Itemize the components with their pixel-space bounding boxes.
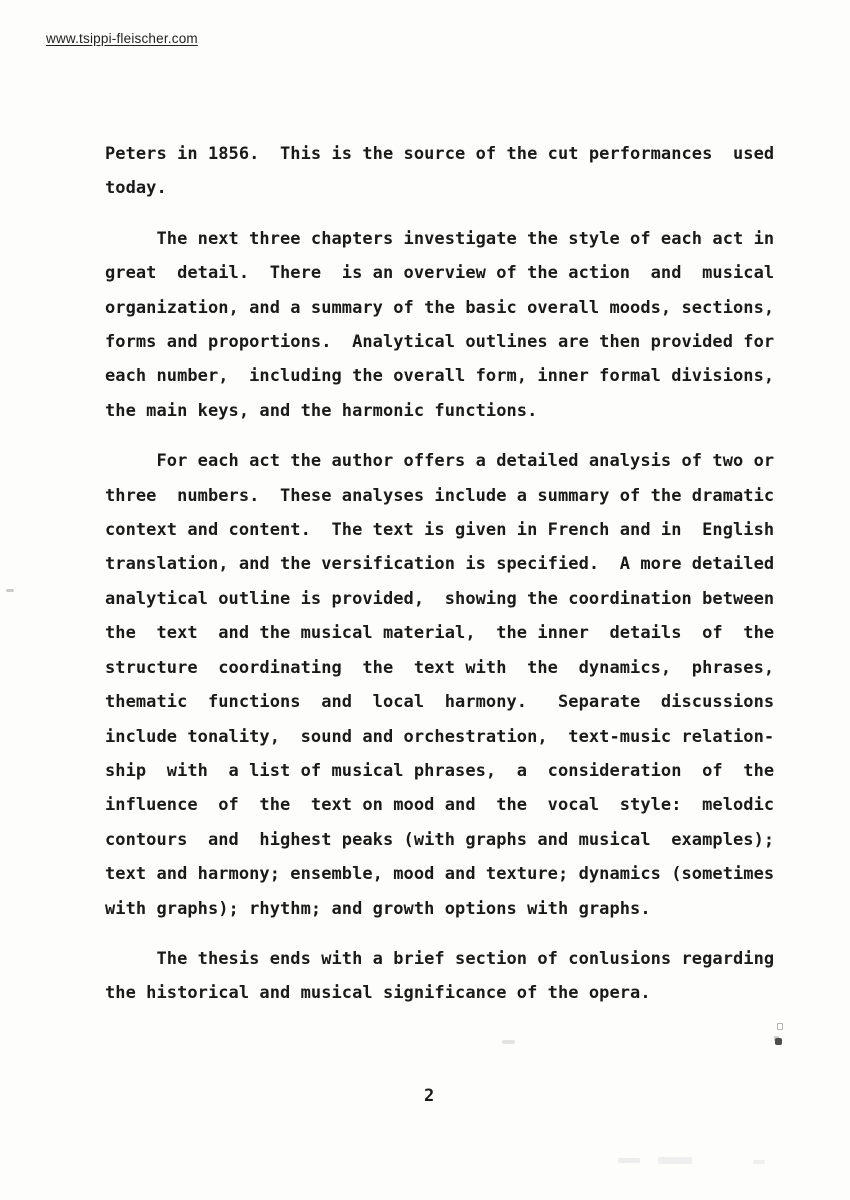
text-line: Peters in 1856. This is the source of the cut performances used (105, 144, 775, 164)
paragraph (105, 137, 777, 206)
text-line: the text and the musical material, the inner details of the (105, 623, 775, 644)
text-line: forms and proportions. Analytical outlines are then provided for (105, 332, 775, 353)
text-line: analytical outline is provided, showing the coordination between (105, 588, 775, 609)
text-line: contours and highest peaks (with graphs and musical examples); (105, 829, 775, 850)
text-line: translation, and the versification is specified. A more detailed (105, 554, 775, 575)
text-line: The thesis ends with a brief section of conlusions regarding (105, 948, 775, 969)
scan-artifact-right-square (777, 1023, 783, 1030)
scan-artifact-center-smudge (502, 1040, 515, 1044)
scan-artifact-bottom-smudge (618, 1158, 640, 1163)
paragraph (105, 942, 777, 1011)
text-line: influence of the text on mood and the vocal style: melodic (105, 795, 775, 816)
text-line: organization, and a summary of the basic overall moods, sections, (105, 297, 775, 318)
text-line: great detail. There is an overview of the action and musical (105, 263, 775, 284)
text-line: with graphs); rhythm; and growth options with graphs. (105, 898, 651, 919)
text-line: the historical and musical significance of the opera. (105, 983, 651, 1004)
paragraph (105, 222, 777, 428)
text-line: thematic functions and local harmony. Separate discussions (105, 692, 775, 713)
text-line: include tonality, sound and orchestration, text-music relation- (105, 726, 775, 747)
website-url-link[interactable]: www.tsippi-fleischer.com (46, 31, 198, 46)
scan-artifact-bottom-smudge (658, 1157, 692, 1164)
page-number: 2 (424, 1086, 435, 1106)
scan-artifact-right-dot (775, 1038, 782, 1045)
text-line: For each act the author offers a detailed analysis of two or (105, 451, 775, 472)
text-line: the main keys, and the harmonic functions. (105, 400, 538, 421)
scan-artifact-bottom-smudge (753, 1160, 765, 1164)
text-line: three numbers. These analyses include a summary of the dramatic (105, 485, 775, 506)
text-line: ship with a list of musical phrases, a consideration of the (105, 760, 775, 781)
text-line: The next three chapters investigate the style of each act in (105, 228, 775, 249)
scan-artifact-left-dash (6, 589, 14, 592)
text-line: text and harmony; ensemble, mood and texture; dynamics (sometimes (105, 864, 775, 885)
text-line: today. (105, 178, 167, 199)
text-block (105, 137, 777, 1027)
paragraph (105, 444, 777, 926)
text-line: structure coordinating the text with the dynamics, phrases, (105, 657, 775, 678)
text-line: context and content. The text is given in French and in English (105, 520, 775, 541)
text-line: each number, including the overall form, inner formal divisions, (105, 366, 775, 387)
